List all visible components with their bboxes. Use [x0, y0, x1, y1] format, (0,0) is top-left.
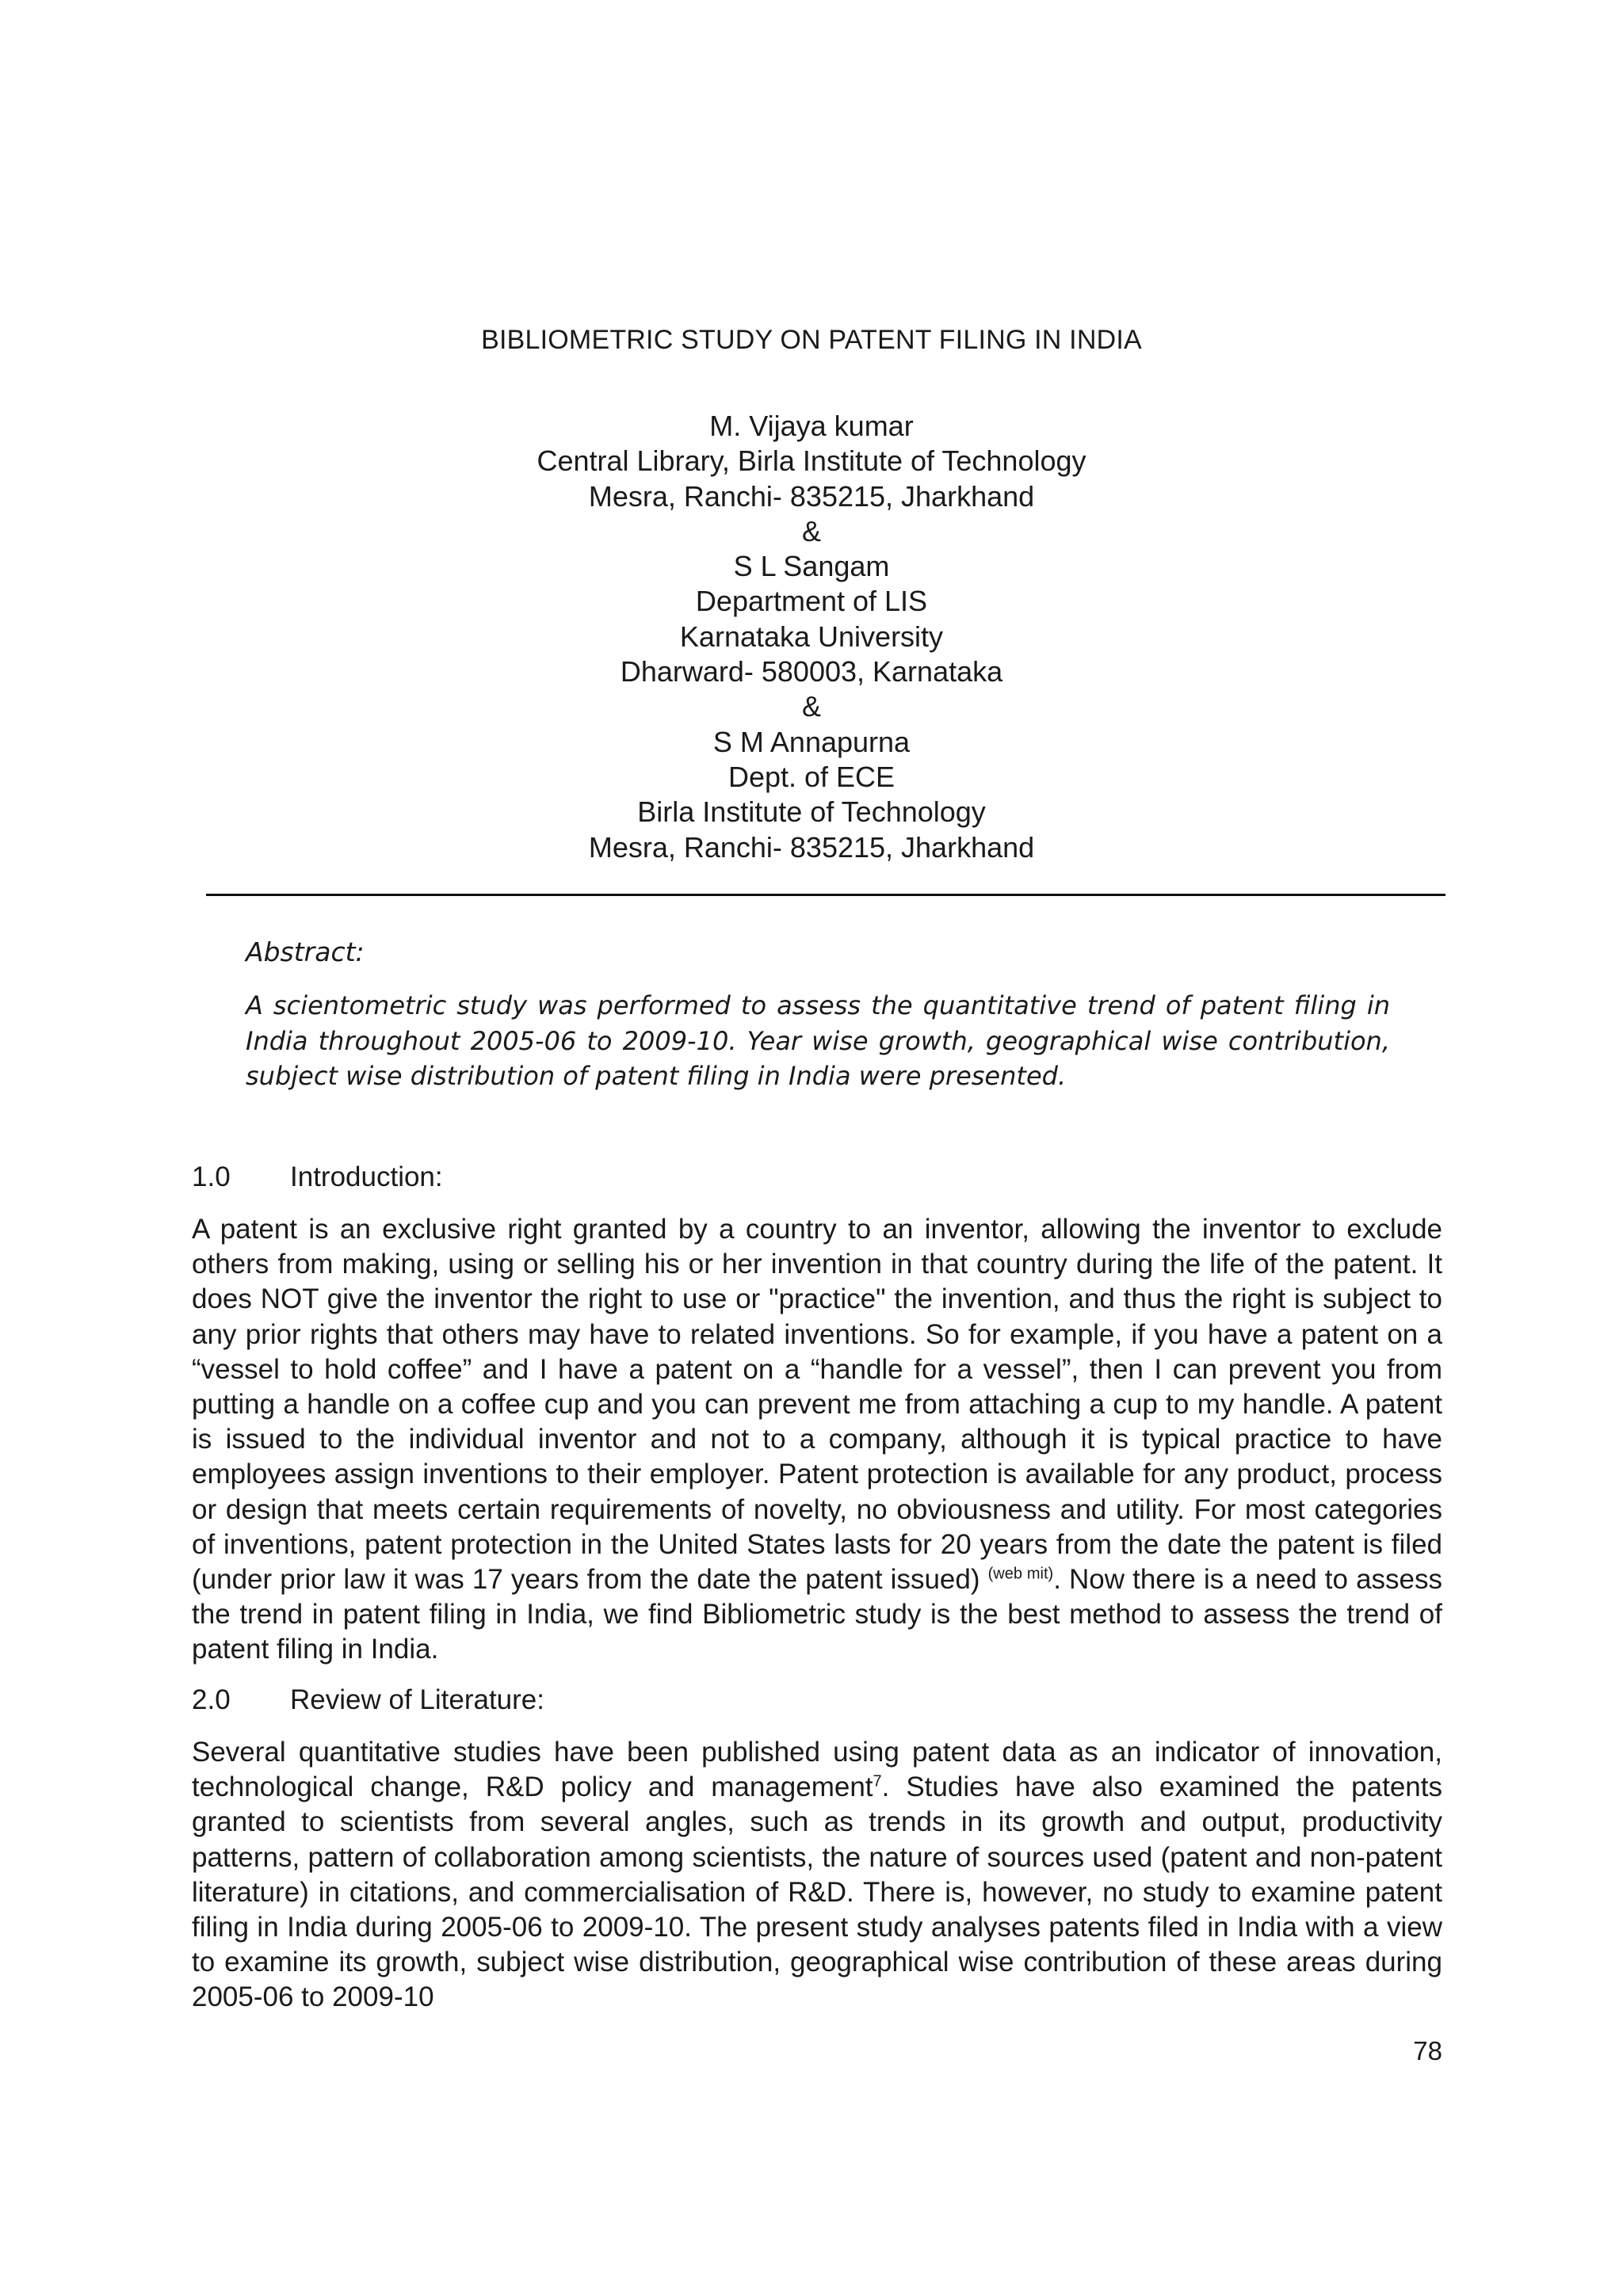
paragraph-text: . Studies have also examined the patents granted to scientists from several angles, such as trends in its growth and output, productivity patterns, pattern of collaboration among scientists, the nature of sources used (patent and non-patent literature) in citations, and commercialisation of R&D. There is, however, no study to examine patent filing in India during 2005-06 to 2009-10. The present study analyses patents filed in India with a view to examine its growth, subject wise distribution, geographical wise contribution of these areas during 2005-06 to 2009-10 [192, 1772, 1442, 2013]
author-address: Mesra, Ranchi- 835215, Jharkhand [588, 830, 1035, 864]
paragraph-text: A patent is an exclusive right granted by a country to an inventor, allowing the inventor to exclude others from making, using or selling his or her invention in that country during the life of the patent. It does NOT give the inventor the right to use or "practice" the invention, and thus the right is subject to any prior rights that others may have to related inventions. So for example, if you have a patent on a “vessel to hold coffee” and I have a patent on a “handle for a vessel”, then I can prevent you from putting a handle on a coffee cup and you can prevent me from attaching a cup to my handle. A patent is issued to the individual inventor and not to a company, although it is typical practice to have employees assign inventions to their employer. Patent protection is available for any product, process or design that meets certain requirements of novelty, no obviousness and utility. For most categories of inventions, patent protection in the United States lasts for 20 years from the date the patent is filed (under prior law it was 17 years from the date the patent issued) [192, 1214, 1442, 1596]
paragraph-text: . Now there is a need to assess the trend in patent filing in India, we find Bibliometric study is the best method to assess the trend of patent filing in India. [192, 1564, 1442, 1665]
author-separator: & [801, 514, 821, 547]
author-affiliation: Birla Institute of Technology [637, 795, 986, 829]
abstract-heading: Abstract: [246, 936, 365, 967]
author-affiliation: Central Library, Birla Institute of Technology [537, 444, 1086, 478]
section-number: 1.0 [192, 1161, 231, 1192]
section-title: Review of Literature: [290, 1684, 544, 1715]
author-name: S M Annapurna [712, 725, 911, 758]
author-affiliation: Dept. of ECE [727, 760, 896, 793]
paper-title: BIBLIOMETRIC STUDY ON PATENT FILING IN INDIA [481, 325, 1142, 355]
citation-superscript: (web mit) [987, 1565, 1054, 1583]
author-address: Mesra, Ranchi- 835215, Jharkhand [588, 479, 1035, 513]
page-number: 78 [1413, 2036, 1442, 2065]
horizontal-divider [206, 894, 1445, 896]
abstract-text: A scientometric study was performed to assess the quantitative trend of patent filing in India throughout 2005-06 to 2009-10. Year wise growth, geographical wise contribution, subject wise distribution of patent filing in India were presented. [246, 990, 1390, 1091]
author-separator: & [801, 690, 821, 723]
paragraph-text: Several quantitative studies have been published using patent data as an indicator of innovation, technological change, R&D policy and management [192, 1737, 1442, 1803]
section-heading-review [192, 1684, 544, 1716]
introduction-paragraph [192, 1212, 1442, 1668]
section-title: Introduction: [290, 1161, 443, 1192]
citation-superscript: 7 [873, 1772, 882, 1791]
review-paragraph [192, 1735, 1442, 2016]
author-affiliation: Karnataka University [679, 620, 944, 653]
author-block [0, 409, 1623, 865]
author-address: Dharward- 580003, Karnataka [620, 655, 1003, 688]
section-number: 2.0 [192, 1684, 231, 1715]
section-heading-introduction [192, 1161, 443, 1193]
author-name: S L Sangam [733, 550, 890, 583]
author-name: M. Vijaya kumar [709, 410, 914, 442]
author-affiliation: Department of LIS [695, 585, 928, 618]
